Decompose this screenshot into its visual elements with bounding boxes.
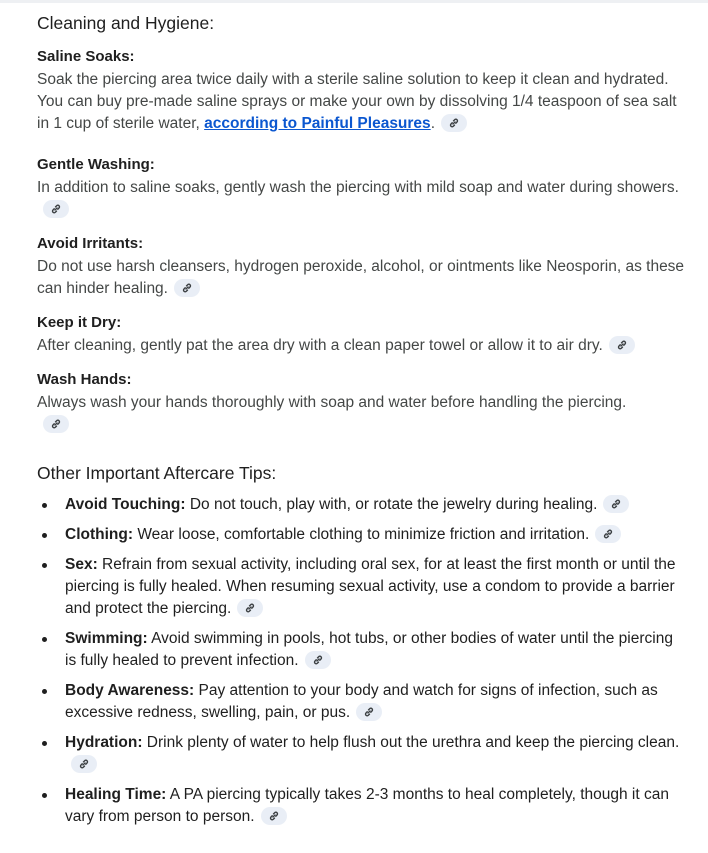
list-item: Sex: Refrain from sexual activity, including oral sex, for at least the first month or until the piercing is fully healed. When resuming sexual activity, use a condom to provide a barrier and protect the piercing. xyxy=(37,554,687,620)
item-text: Soak the piercing area twice daily with a sterile saline solution to keep it clean and hydrated. You can buy pre-made saline sprays or make your own by dissolving 1/4 teaspoon of sea salt in 1 cup of sterile water, according to Painful Pleasures. xyxy=(37,71,677,132)
item-text: Do not use harsh cleansers, hydrogen peroxide, alcohol, or ointments like Neosporin, as these can hinder healing. xyxy=(37,258,685,297)
citation-chip[interactable] xyxy=(237,599,263,617)
link-icon xyxy=(448,117,460,129)
link-icon xyxy=(244,602,256,614)
citation-chip[interactable] xyxy=(595,525,621,543)
bullet-dot xyxy=(42,793,47,798)
link-icon xyxy=(616,339,628,351)
item-text: In addition to saline soaks, gently wash the piercing with mild soap and water during showers. xyxy=(37,177,687,221)
item-heading: Wash Hands: xyxy=(37,371,132,388)
item-heading: Gentle Washing: xyxy=(37,156,155,173)
tips-list xyxy=(37,494,687,828)
bullet-dot xyxy=(42,637,47,642)
list-item: Avoid Touching: Do not touch, play with, or rotate the jewelry during healing. xyxy=(37,494,687,516)
citation-chip[interactable] xyxy=(71,755,97,773)
item-saline-soaks xyxy=(37,46,687,135)
citation-chip[interactable] xyxy=(356,703,382,721)
list-item: Clothing: Wear loose, comfortable clothing to minimize friction and irritation. xyxy=(37,524,687,546)
link-icon xyxy=(50,418,62,430)
list-item: Hydration: Drink plenty of water to help flush out the urethra and keep the piercing clean. xyxy=(37,732,687,776)
item-text: After cleaning, gently pat the area dry with a clean paper towel or allow it to air dry. xyxy=(37,335,637,357)
item-heading: Keep it Dry: xyxy=(37,314,122,331)
list-item: Healing Time: A PA piercing typically takes 2-3 months to heal completely, though it can vary from person to person. xyxy=(37,784,687,828)
item-heading: Saline Soaks: xyxy=(37,48,135,65)
top-divider xyxy=(0,0,708,3)
item-keep-dry xyxy=(37,312,687,357)
section-title-cleaning: Cleaning and Hygiene: xyxy=(37,13,215,33)
item-gentle-washing xyxy=(37,154,687,221)
bullet-dot xyxy=(42,563,47,568)
link-icon xyxy=(268,810,280,822)
list-item: Body Awareness: Pay attention to your body and watch for signs of infection, such as excessive redness, swelling, pain, or pus. xyxy=(37,680,687,724)
bullet-dot xyxy=(42,533,47,538)
bullet-dot xyxy=(42,503,47,508)
citation-chip[interactable] xyxy=(305,651,331,669)
link-icon xyxy=(78,758,90,770)
citation-chip[interactable] xyxy=(609,336,635,354)
bullet-dot xyxy=(42,741,47,746)
source-link[interactable]: according to Painful Pleasures xyxy=(204,115,431,132)
list-item: Swimming: Avoid swimming in pools, hot tubs, or other bodies of water until the piercing is fully healed to prevent infection. xyxy=(37,628,687,672)
citation-chip[interactable] xyxy=(603,495,629,513)
citation-chip[interactable] xyxy=(174,279,200,297)
citation-chip[interactable] xyxy=(441,114,467,132)
aftercare-content xyxy=(37,12,687,828)
link-icon xyxy=(312,654,324,666)
citation-chip[interactable] xyxy=(261,807,287,825)
link-icon xyxy=(610,498,622,510)
link-icon xyxy=(181,282,193,294)
link-icon xyxy=(602,528,614,540)
item-wash-hands xyxy=(37,369,687,436)
link-icon xyxy=(363,706,375,718)
bullet-dot xyxy=(42,689,47,694)
link-icon xyxy=(50,203,62,215)
section-title-other-tips: Other Important Aftercare Tips: xyxy=(37,463,277,483)
citation-chip[interactable] xyxy=(43,200,69,218)
item-text: Always wash your hands thoroughly with soap and water before handling the piercing. xyxy=(37,392,637,436)
item-avoid-irritants xyxy=(37,233,687,300)
citation-chip[interactable] xyxy=(43,415,69,433)
item-heading: Avoid Irritants: xyxy=(37,235,144,252)
